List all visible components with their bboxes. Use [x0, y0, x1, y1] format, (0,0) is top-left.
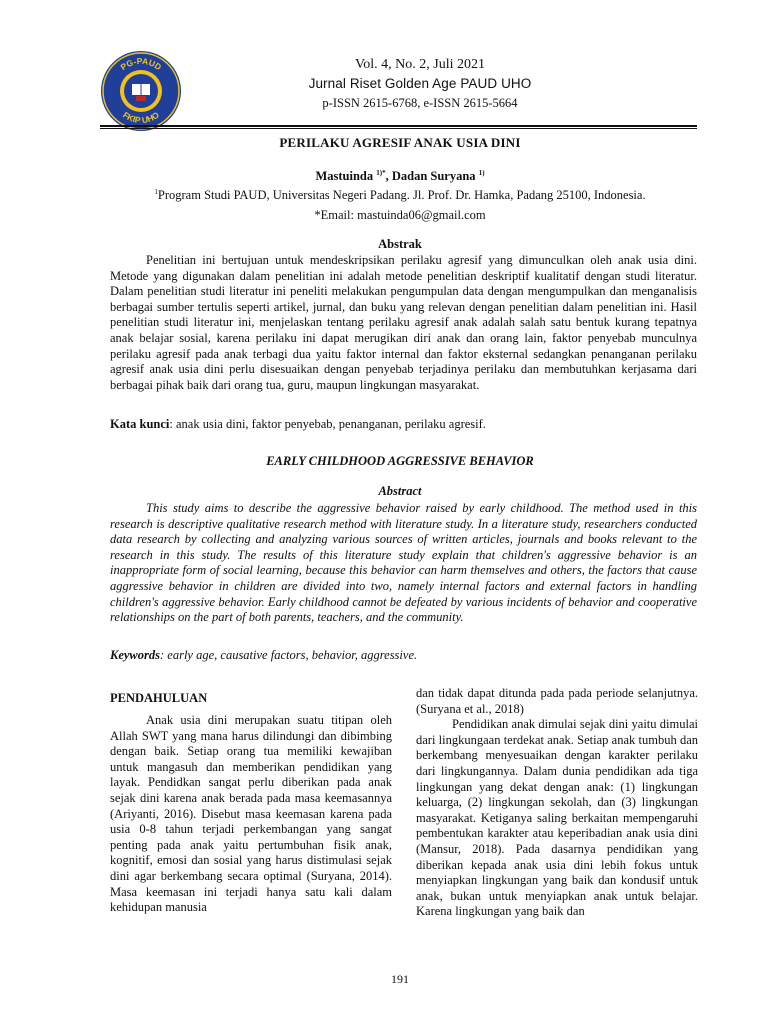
abstrak-text: Penelitian ini bertujuan untuk mendeskripsikan perilaku agresif yang dimunculkan oleh anak usia dini. Metode yang digunakan dalam penelitian ini adalah metode penelitian deskriptif kualitatif dengan studi literatur. Dalam penelitian studi literatur ini peneliti melakukan pengumpulan data dengan mengumpulkan dan menganalisis berbagai sumber tertulis seperti artikel, jurnal, dan buku yang relevan dengan penelitian dalam penelitian ini. Hasil penelitian studi literatur ini, menjelaskan tentang perilaku agresif anak adalah salah satu bentuk kurang tepatnya anak belajar sosial, karena perilaku ini dapat merugikan diri anak dan orang lain, faktor penyebab munculnya perilaku agresif pada anak terbagi dua yaitu faktor internal dan faktor eksternal sedangkan penanganan perilaku agresif anak usia dini perlu disesuaikan dengan penyebab terjadinya perilaku dan membutuhkan kerjasama dari berbagai pihak baik dari orang tua, guru, maupun lingkungan masyarakat.	[110, 253, 697, 392]
keywords-label: Keywords	[110, 648, 160, 662]
kata-kunci	[110, 416, 697, 432]
header-rule-thin	[100, 128, 697, 129]
abstrak-heading: Abstrak	[378, 237, 422, 251]
header-rule	[100, 125, 697, 127]
author-first-sup: 1)*	[376, 169, 386, 177]
keywords	[110, 647, 697, 663]
journal-name: Jurnal Riset Golden Age PAUD UHO	[308, 76, 532, 91]
intro-paragraph: Anak usia dini merupakan suatu titipan oleh Allah SWT yang mana harus dilindungi dan dibimbing dengan baik. Setiap orang tua memiliki kewajiban untuk mangasuh dan memberikan pendidikan yang layak. Pendidkan sangat perlu diberikan pada anak sejak dini karena anak berada pada masa keemasannya (Ariyanti, 2016). Disebut masa keemasan karena pada usia 0-8 tahun terjadi perkembangan yang sangat penting pada anak yaitu pertumbuhan fisik anak, kognitif, emosi dan sosial yang harus distimulasi sejak dini agar berkembang secara optimal (Suryana, 2014). Masa keemasan ini terjadi hanya satu kali dalam kehidupan manusia	[110, 713, 392, 915]
issn-info: p-ISSN 2615-6768, e-ISSN 2615-5664	[322, 96, 518, 110]
header-text	[210, 56, 630, 112]
journal-header	[100, 50, 700, 126]
affiliation	[100, 184, 700, 203]
section-heading: PENDAHULUAN	[110, 691, 208, 705]
keywords-text: : early age, causative factors, behavior, aggressive.	[160, 648, 418, 662]
intro-paragraph-2: Pendidikan anak dimulai sejak dini yaitu dimulai dari lingkungaan terdekat anak. Setiap anak tumbuh dan berkembang menyesuaikan dengan karakter perilaku dari lingkungannya. Dalam dunia pendidikan ada tiga lingkungan yang dekat dengan anak: (1) lingkungan keluarga, (2) lingkungan sekolah, dan (3) lingkungan masyarakat. Ketiganya saling berkaitan mempengaruhi pembentukan karakter atau keperibadian anak usia dini (Mansur, 2018). Pada dasarnya pendidikan yang diberikan kepada anak usia dini lebih fokus untuk menyiapkan lingkungan yang baik dan kondusif untuk anak, bukan untuk menyiapkan anak untuk belajar. Karena lingkungan yang baik dan	[416, 717, 698, 919]
author-second: Dadan Suryana	[391, 169, 476, 184]
volume-info: Vol. 4, No. 2, Juli 2021	[354, 57, 486, 72]
logo-bottom-text: FKIP UHO	[121, 109, 161, 126]
journal-logo-icon	[100, 50, 182, 132]
english-title: EARLY CHILDHOOD AGGRESSIVE BEHAVIOR	[266, 454, 534, 468]
author-second-sup: 1)	[478, 169, 485, 177]
page-number: 191	[391, 972, 409, 986]
left-column	[110, 690, 392, 916]
kata-kunci-text: : anak usia dini, faktor penyebab, penanganan, perilaku agresif.	[169, 417, 486, 431]
affiliation-text: Program Studi PAUD, Universitas Negeri Padang. Jl. Prof. Dr. Hamka, Padang 25100, Indonesia.	[157, 188, 646, 203]
paper-title: PERILAKU AGRESIF ANAK USIA DINI	[279, 135, 521, 150]
right-column	[416, 686, 698, 920]
abstract-heading: Abstract	[378, 484, 422, 498]
intro-continuation: dan tidak dapat ditunda pada pada periode selanjutnya. (Suryana et al., 2018)	[416, 686, 698, 716]
author-email: *Email: mastuinda06@gmail.com	[314, 208, 486, 222]
logo-top-text: PG-PAUD	[118, 55, 164, 73]
affiliation-sup: 1	[154, 188, 158, 196]
kata-kunci-label: Kata kunci	[110, 417, 170, 431]
author-first: Mastuinda	[315, 169, 374, 184]
author-list	[100, 165, 700, 184]
author-separator: ,	[385, 169, 392, 184]
abstract-text: This study aims to describe the aggressive behavior raised by early childhood. The method used in this research is descriptive qualitative research method with literature study. In a literature study, researchers conducted data research by collecting and analyzing various sources of written articles, journals and books relevant to the research in this study. The results of this literature study explain that children's aggressive behavior is an inappropriate form of social learning, because this behavior can harm themselves and others, the factors that cause aggressive behavior in children are divided into two, namely internal factors and external factors in handling children's aggressive behavior. Early childhood cannot be defeated by various incidents of behavior and cooperative relationships on the part of both parents, teachers, and the community.	[110, 501, 697, 625]
